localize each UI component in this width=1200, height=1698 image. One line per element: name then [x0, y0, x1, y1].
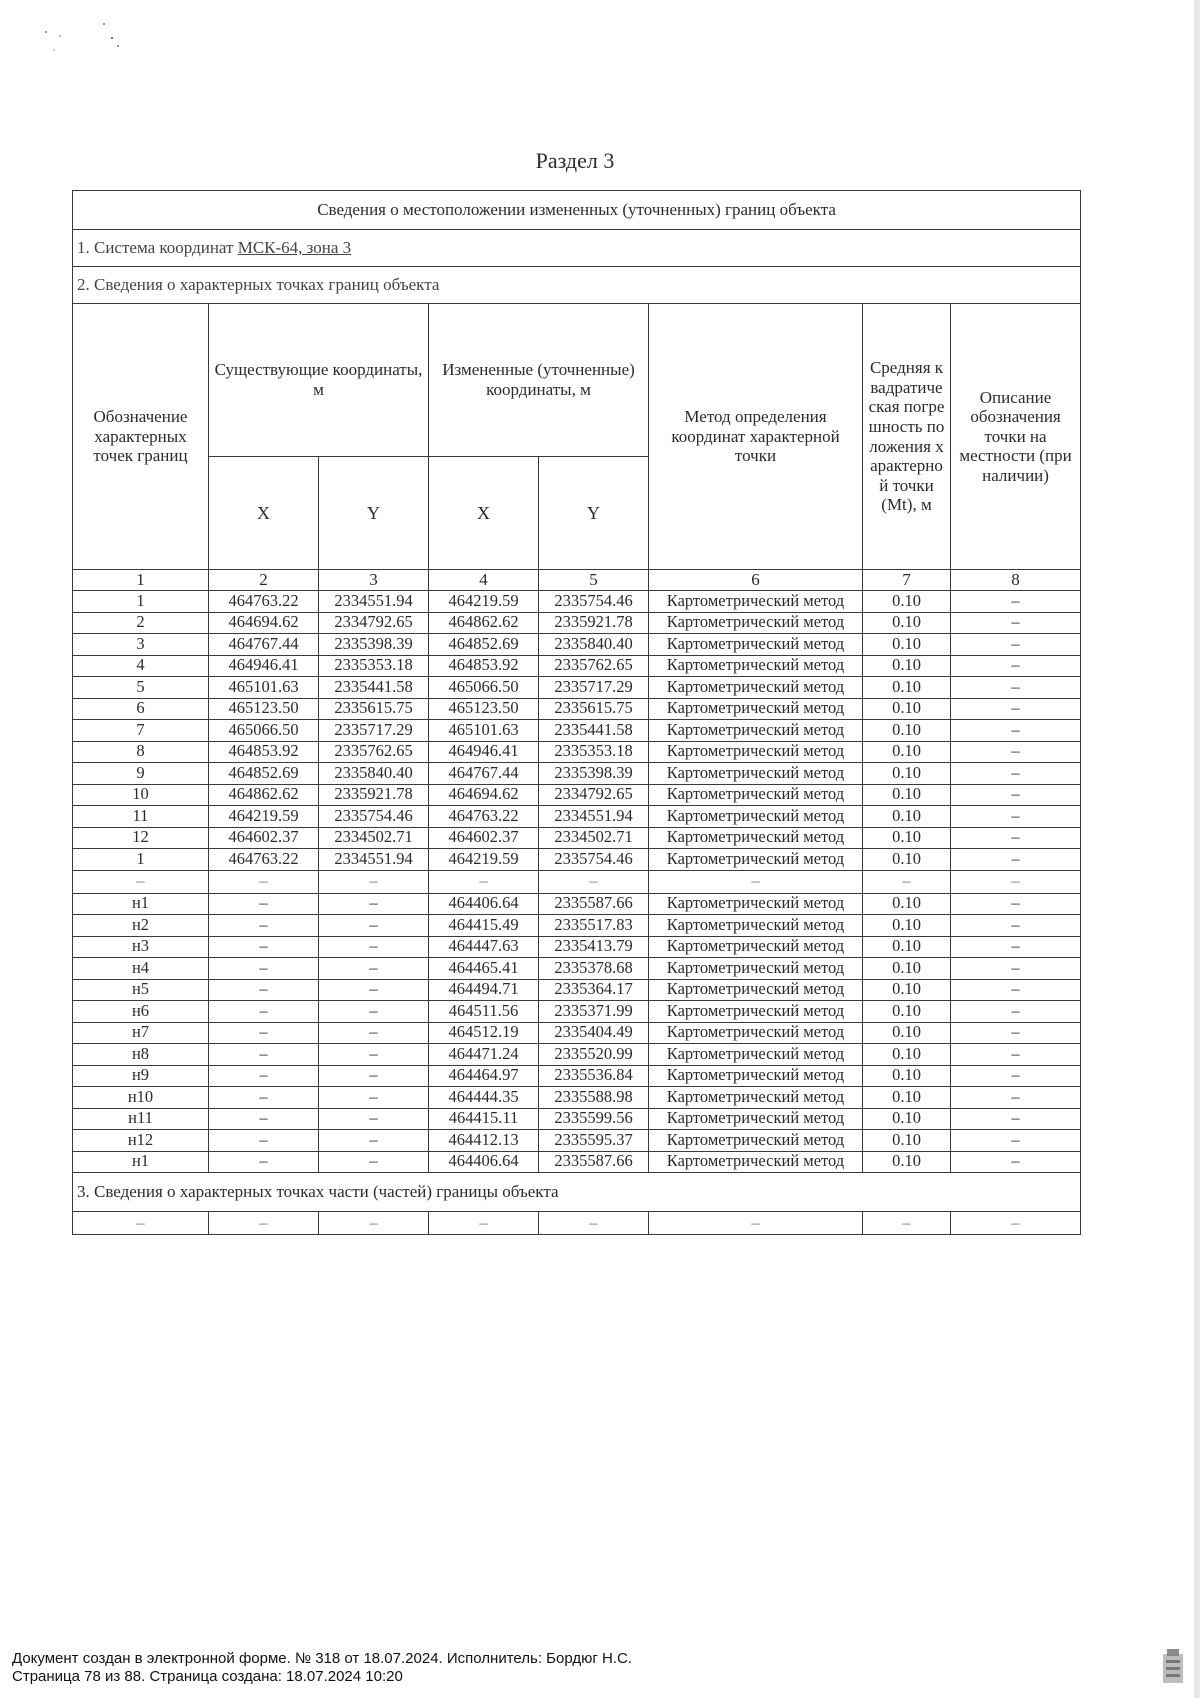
table-cell: 6	[73, 698, 209, 720]
header-designation: Обозначение характерных точек границ	[73, 304, 209, 570]
column-number: 3	[319, 570, 429, 591]
table-row	[73, 979, 1081, 1001]
table-cell: –	[209, 1130, 319, 1152]
table-cell: 464767.44	[209, 634, 319, 656]
header-existing: Существующие координаты, м	[209, 304, 429, 457]
table-cell: 2335404.49	[539, 1022, 649, 1044]
table-cell: –	[951, 1212, 1081, 1235]
table-cell: 2335398.39	[539, 763, 649, 785]
section-title: Раздел 3	[535, 148, 615, 173]
table-cell: 2335615.75	[539, 698, 649, 720]
table-cell: –	[209, 1065, 319, 1087]
table-cell: 464219.59	[429, 849, 539, 871]
table-cell: Картометрический метод	[649, 915, 863, 937]
table-cell: –	[951, 655, 1081, 677]
table-cell: 0.10	[863, 655, 951, 677]
table-cell: –	[539, 1212, 649, 1235]
table-cell: –	[951, 612, 1081, 634]
table-cell: Картометрический метод	[649, 1022, 863, 1044]
table-cell: 2335520.99	[539, 1044, 649, 1066]
table-cell: 464415.49	[429, 915, 539, 937]
table-cell: 464946.41	[429, 741, 539, 763]
table-cell: 465066.50	[429, 677, 539, 699]
table-cell: 2334792.65	[319, 612, 429, 634]
table-row	[73, 870, 1081, 893]
table-cell: –	[863, 1212, 951, 1235]
table-cell: 2	[73, 612, 209, 634]
coord-system-row	[73, 230, 1081, 267]
table-cell: 2335441.58	[319, 677, 429, 699]
table-cell: 0.10	[863, 784, 951, 806]
table-title-row	[73, 191, 1081, 230]
table-cell: 10	[73, 784, 209, 806]
table-cell: –	[951, 870, 1081, 893]
table-cell: 8	[73, 741, 209, 763]
table-cell: Картометрический метод	[649, 1087, 863, 1109]
table-cell: 0.10	[863, 698, 951, 720]
table-cell: –	[951, 1087, 1081, 1109]
table-cell: –	[209, 1108, 319, 1130]
table-cell: 464602.37	[429, 827, 539, 849]
table-cell: –	[951, 893, 1081, 915]
table-cell: Картометрический метод	[649, 1130, 863, 1152]
table-cell: 7	[73, 720, 209, 742]
table-cell: Картометрический метод	[649, 958, 863, 980]
table-cell: 465123.50	[429, 698, 539, 720]
table-cell: 0.10	[863, 893, 951, 915]
table-cell: Картометрический метод	[649, 655, 863, 677]
table-cell: Картометрический метод	[649, 698, 863, 720]
header-changed-x: X	[429, 457, 539, 570]
table-cell: 0.10	[863, 936, 951, 958]
table-cell: –	[951, 763, 1081, 785]
table-row	[73, 655, 1081, 677]
table-cell: 2335762.65	[319, 741, 429, 763]
table-cell: –	[319, 893, 429, 915]
column-number: 1	[73, 570, 209, 591]
table-cell: 464219.59	[429, 591, 539, 613]
table-cell: н8	[73, 1044, 209, 1066]
scan-specks	[40, 18, 140, 58]
table-row	[73, 741, 1081, 763]
table-row	[73, 893, 1081, 915]
column-number: 2	[209, 570, 319, 591]
table-cell: 2335615.75	[319, 698, 429, 720]
table-cell: н4	[73, 958, 209, 980]
table-cell: –	[209, 979, 319, 1001]
table-cell: 2334792.65	[539, 784, 649, 806]
table-cell: –	[951, 806, 1081, 828]
table-cell: 2335536.84	[539, 1065, 649, 1087]
table-cell: 0.10	[863, 612, 951, 634]
points-heading: 2. Сведения о характерных точках границ объекта	[73, 267, 1081, 304]
table-cell: 2335599.56	[539, 1108, 649, 1130]
table-cell: 2335371.99	[539, 1001, 649, 1023]
table-cell: –	[209, 893, 319, 915]
table-cell: 2335364.17	[539, 979, 649, 1001]
table-cell: н5	[73, 979, 209, 1001]
table-row	[73, 936, 1081, 958]
table-cell: –	[319, 1087, 429, 1109]
column-number: 7	[863, 570, 951, 591]
table-cell: Картометрический метод	[649, 634, 863, 656]
column-numbers-row	[73, 570, 1081, 591]
table-cell: 464694.62	[209, 612, 319, 634]
table-cell: 2335517.83	[539, 915, 649, 937]
table-cell: 2334502.71	[539, 827, 649, 849]
table-cell: Картометрический метод	[649, 849, 863, 871]
table-cell: 465101.63	[429, 720, 539, 742]
table-cell: 464406.64	[429, 1151, 539, 1173]
table-cell: –	[319, 870, 429, 893]
table-cell: 464406.64	[429, 893, 539, 915]
table-cell: 2334551.94	[319, 849, 429, 871]
table-cell: 0.10	[863, 1001, 951, 1023]
table-row	[73, 1044, 1081, 1066]
table-cell: –	[209, 1044, 319, 1066]
table-cell: 464862.62	[209, 784, 319, 806]
table-cell: 2335762.65	[539, 655, 649, 677]
table-cell: –	[951, 849, 1081, 871]
table-row	[73, 827, 1081, 849]
table-cell: 0.10	[863, 1130, 951, 1152]
table-cell: –	[951, 741, 1081, 763]
header-description: Описание обозначения точки на местности (при наличии)	[951, 304, 1081, 570]
table-cell: 0.10	[863, 1065, 951, 1087]
table-cell: н1	[73, 1151, 209, 1173]
header-existing-y: Y	[319, 457, 429, 570]
table-cell: 1	[73, 849, 209, 871]
table-cell: –	[319, 1151, 429, 1173]
table-cell: Картометрический метод	[649, 677, 863, 699]
table-row	[73, 806, 1081, 828]
table-cell: 2334551.94	[539, 806, 649, 828]
table-cell: –	[951, 720, 1081, 742]
table-cell: 464471.24	[429, 1044, 539, 1066]
table-cell: 0.10	[863, 677, 951, 699]
table-cell: 464494.71	[429, 979, 539, 1001]
table-cell: –	[319, 1065, 429, 1087]
table-cell: 464415.11	[429, 1108, 539, 1130]
table-cell: 0.10	[863, 1108, 951, 1130]
coord-system	[73, 230, 1081, 267]
table-cell: –	[951, 1065, 1081, 1087]
header-accuracy: Средняя квадратическая погрешность положения характерной точки (Mt), м	[863, 304, 951, 570]
table-cell: 2335587.66	[539, 893, 649, 915]
table-cell: Картометрический метод	[649, 784, 863, 806]
table-cell: –	[429, 1212, 539, 1235]
table-cell: 464602.37	[209, 827, 319, 849]
table-cell: 464464.97	[429, 1065, 539, 1087]
table-cell: –	[209, 958, 319, 980]
table-cell: 2335413.79	[539, 936, 649, 958]
table-cell: –	[319, 1044, 429, 1066]
table-row	[73, 763, 1081, 785]
table-cell: 464412.13	[429, 1130, 539, 1152]
table-cell: 464852.69	[429, 634, 539, 656]
table-cell: н7	[73, 1022, 209, 1044]
table-cell: 464763.22	[209, 591, 319, 613]
table-cell: –	[951, 1022, 1081, 1044]
table-cell: –	[539, 870, 649, 893]
document-stamp-icon	[1162, 1648, 1184, 1684]
table-cell: н1	[73, 893, 209, 915]
table-cell: –	[209, 1087, 319, 1109]
table-cell: 0.10	[863, 958, 951, 980]
table-row	[73, 1087, 1081, 1109]
table-cell: 464853.92	[429, 655, 539, 677]
points-heading-row	[73, 267, 1081, 304]
parts-heading: 3. Сведения о характерных точках части (частей) границы объекта	[73, 1173, 1081, 1212]
header-changed: Измененные (уточненные) координаты, м	[429, 304, 649, 457]
table-cell: –	[209, 870, 319, 893]
table-cell: –	[319, 1022, 429, 1044]
table-cell: –	[863, 870, 951, 893]
table-cell: 12	[73, 827, 209, 849]
table-cell: 0.10	[863, 1087, 951, 1109]
table-cell: 9	[73, 763, 209, 785]
table-row	[73, 698, 1081, 720]
table-cell: –	[951, 1044, 1081, 1066]
table-cell: Картометрический метод	[649, 1044, 863, 1066]
table-cell: 0.10	[863, 915, 951, 937]
table-cell: 2335353.18	[539, 741, 649, 763]
table-cell: Картометрический метод	[649, 827, 863, 849]
header-changed-y: Y	[539, 457, 649, 570]
table-row	[73, 849, 1081, 871]
table-cell: –	[951, 936, 1081, 958]
table-row	[73, 1001, 1081, 1023]
table-cell: –	[951, 979, 1081, 1001]
table-cell: –	[951, 1001, 1081, 1023]
table-cell: –	[649, 1212, 863, 1235]
table-cell: –	[951, 784, 1081, 806]
footer-line-1: Документ создан в электронной форме. № 318 от 18.07.2024. Исполнитель: Бордюг Н.С.	[12, 1650, 632, 1667]
table-cell: –	[951, 698, 1081, 720]
table-row	[73, 1065, 1081, 1087]
table-cell: н6	[73, 1001, 209, 1023]
table-cell: 464763.22	[209, 849, 319, 871]
table-cell: 464767.44	[429, 763, 539, 785]
table-cell: –	[319, 936, 429, 958]
table-cell: Картометрический метод	[649, 1001, 863, 1023]
table-cell: н9	[73, 1065, 209, 1087]
footer-line-2: Страница 78 из 88. Страница создана: 18.07.2024 10:20	[12, 1668, 403, 1685]
table-cell: –	[951, 591, 1081, 613]
table-cell: –	[73, 1212, 209, 1235]
table-cell: –	[319, 1130, 429, 1152]
table-cell: 0.10	[863, 827, 951, 849]
table-cell: –	[429, 870, 539, 893]
table-title: Сведения о местоположении измененных (уточненных) границ объекта	[73, 191, 1081, 230]
table-row	[73, 634, 1081, 656]
table-cell: 2335398.39	[319, 634, 429, 656]
table-cell: Картометрический метод	[649, 936, 863, 958]
table-cell: 2335754.46	[539, 591, 649, 613]
column-number: 6	[649, 570, 863, 591]
table-cell: 0.10	[863, 591, 951, 613]
parts-heading-row	[73, 1173, 1081, 1212]
table-cell: 465123.50	[209, 698, 319, 720]
table-cell: н12	[73, 1130, 209, 1152]
table-cell: 0.10	[863, 849, 951, 871]
table-cell: 2335921.78	[539, 612, 649, 634]
table-cell: 2335595.37	[539, 1130, 649, 1152]
header-row-1	[73, 304, 1081, 457]
table-cell: 11	[73, 806, 209, 828]
table-row	[73, 915, 1081, 937]
table-cell: Картометрический метод	[649, 1065, 863, 1087]
table-cell: Картометрический метод	[649, 741, 863, 763]
table-row	[73, 720, 1081, 742]
coord-system-label: 1. Система координат	[77, 238, 234, 258]
table-cell: 464512.19	[429, 1022, 539, 1044]
table-cell: –	[649, 870, 863, 893]
table-cell: –	[209, 1001, 319, 1023]
header-method: Метод определения координат характерной точки	[649, 304, 863, 570]
table-cell: –	[951, 915, 1081, 937]
table-row	[73, 1151, 1081, 1173]
table-cell: 464946.41	[209, 655, 319, 677]
table-row	[73, 1022, 1081, 1044]
table-cell: Картометрический метод	[649, 1108, 863, 1130]
table-cell: –	[319, 1212, 429, 1235]
table-cell: 0.10	[863, 720, 951, 742]
column-number: 4	[429, 570, 539, 591]
coord-system-value: МСК-64, зона 3	[237, 238, 352, 258]
table-cell: 464763.22	[429, 806, 539, 828]
table-cell: 464444.35	[429, 1087, 539, 1109]
table-cell: Картометрический метод	[649, 720, 863, 742]
table-cell: –	[951, 1108, 1081, 1130]
header-existing-x: X	[209, 457, 319, 570]
table-cell: 1	[73, 591, 209, 613]
table-cell: Картометрический метод	[649, 591, 863, 613]
table-cell: Картометрический метод	[649, 806, 863, 828]
table-cell: –	[209, 915, 319, 937]
table-cell: н10	[73, 1087, 209, 1109]
table-cell: 0.10	[863, 1044, 951, 1066]
table-cell: Картометрический метод	[649, 979, 863, 1001]
table-cell: –	[209, 1022, 319, 1044]
table-cell: 0.10	[863, 634, 951, 656]
table-cell: 464852.69	[209, 763, 319, 785]
table-cell: –	[951, 827, 1081, 849]
table-cell: н3	[73, 936, 209, 958]
table-cell: –	[209, 936, 319, 958]
table-cell: 0.10	[863, 763, 951, 785]
table-cell: –	[319, 979, 429, 1001]
table-cell: 465101.63	[209, 677, 319, 699]
footer	[12, 1650, 632, 1686]
table-cell: 3	[73, 634, 209, 656]
table-cell: 2335754.46	[319, 806, 429, 828]
table-row	[73, 591, 1081, 613]
table-cell: Картометрический метод	[649, 612, 863, 634]
table-cell: 2335353.18	[319, 655, 429, 677]
table-cell: 2335754.46	[539, 849, 649, 871]
table-cell: 5	[73, 677, 209, 699]
table-cell: –	[209, 1212, 319, 1235]
table-cell: 464511.56	[429, 1001, 539, 1023]
table-cell: Картометрический метод	[649, 1151, 863, 1173]
table-cell: 2334551.94	[319, 591, 429, 613]
table-cell: 464694.62	[429, 784, 539, 806]
column-number: 8	[951, 570, 1081, 591]
table-cell: 2335588.98	[539, 1087, 649, 1109]
boundary-table	[72, 190, 1081, 1235]
table-cell: 464853.92	[209, 741, 319, 763]
table-cell: 2334502.71	[319, 827, 429, 849]
table-cell: Картометрический метод	[649, 763, 863, 785]
table-cell: –	[209, 1151, 319, 1173]
table-cell: 0.10	[863, 979, 951, 1001]
table-cell: –	[951, 677, 1081, 699]
table-cell: 2335921.78	[319, 784, 429, 806]
table-cell: Картометрический метод	[649, 893, 863, 915]
table-cell: н2	[73, 915, 209, 937]
parts-row	[73, 1212, 1081, 1235]
table-cell: н11	[73, 1108, 209, 1130]
table-row	[73, 784, 1081, 806]
scan-edge	[1194, 0, 1200, 1698]
table-cell: 4	[73, 655, 209, 677]
table-row	[73, 1130, 1081, 1152]
table-cell: 465066.50	[209, 720, 319, 742]
table-cell: 2335840.40	[539, 634, 649, 656]
table-cell: –	[951, 1151, 1081, 1173]
column-number: 5	[539, 570, 649, 591]
table-cell: 0.10	[863, 1151, 951, 1173]
table-cell: 2335717.29	[319, 720, 429, 742]
table-cell: –	[951, 634, 1081, 656]
table-cell: 0.10	[863, 1022, 951, 1044]
table-cell: 2335717.29	[539, 677, 649, 699]
table-cell: 2335378.68	[539, 958, 649, 980]
table-cell: 0.10	[863, 806, 951, 828]
table-row	[73, 612, 1081, 634]
table-cell: 464862.62	[429, 612, 539, 634]
table-cell: –	[73, 870, 209, 893]
table-cell: 464447.63	[429, 936, 539, 958]
table-cell: –	[319, 1108, 429, 1130]
table-row	[73, 1108, 1081, 1130]
table-row	[73, 958, 1081, 980]
table-cell: 2335840.40	[319, 763, 429, 785]
table-cell: –	[951, 958, 1081, 980]
table-cell: 2335441.58	[539, 720, 649, 742]
table-cell: –	[319, 915, 429, 937]
table-cell: 0.10	[863, 741, 951, 763]
table-cell: –	[951, 1130, 1081, 1152]
table-row	[73, 677, 1081, 699]
table-cell: 464219.59	[209, 806, 319, 828]
table-cell: –	[319, 1001, 429, 1023]
table-cell: 2335587.66	[539, 1151, 649, 1173]
table-cell: –	[319, 958, 429, 980]
table-cell: 464465.41	[429, 958, 539, 980]
